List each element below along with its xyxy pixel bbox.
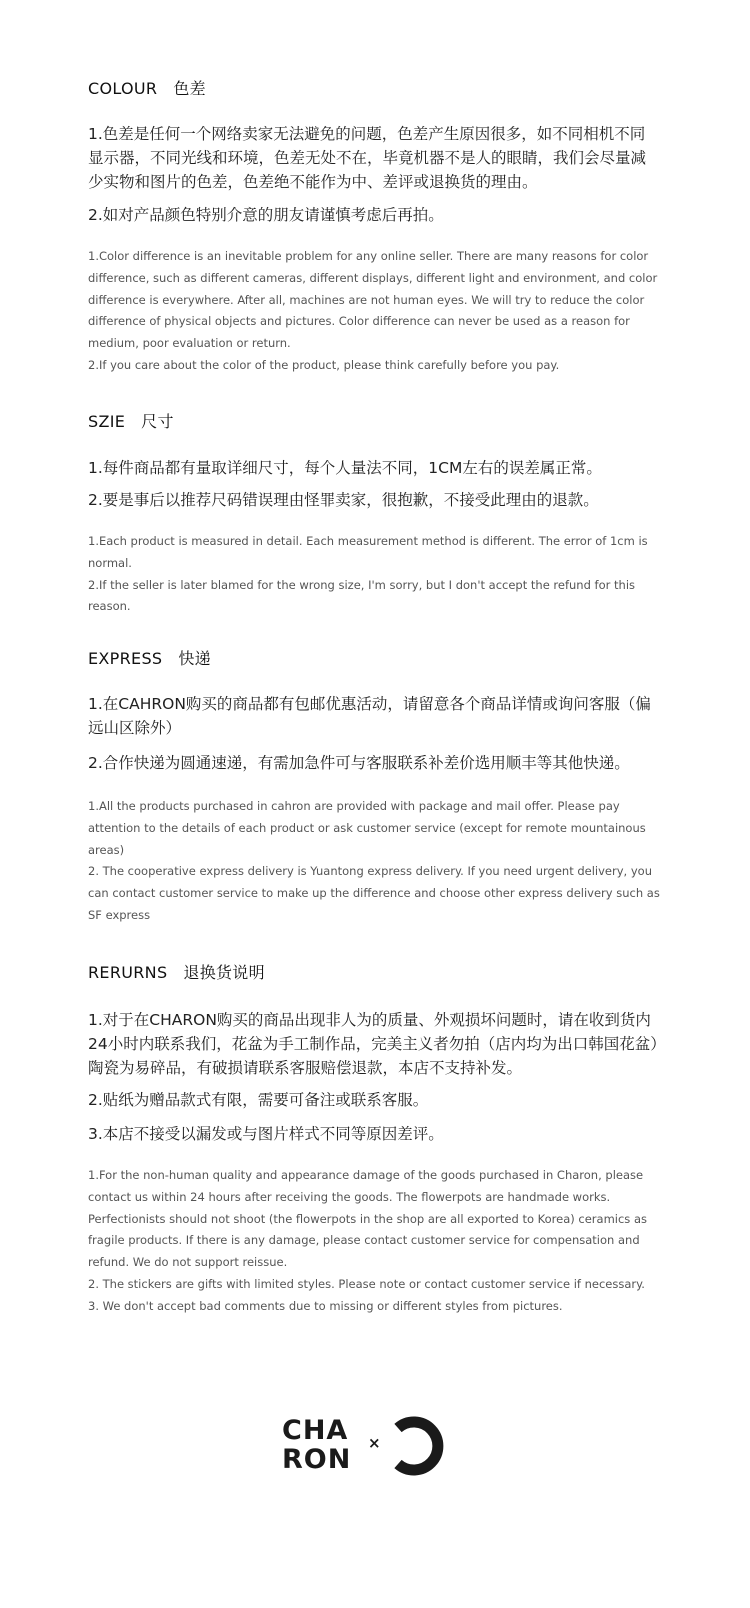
colour-title <box>88 79 206 99</box>
size-cn-1: 1.每件商品都有量取详细尺寸，每个人量法不同，1CM左右的误差属正常。 <box>88 459 602 477</box>
express-cn-1: 1.在CAHRON购买的商品都有包邮优惠活动，请留意各个商品详情或询问客服（偏远山区除外） <box>88 695 651 737</box>
size-title <box>88 412 174 432</box>
returns-title-en: RERURNS <box>88 963 168 982</box>
express-title <box>88 649 211 669</box>
colour-en-1: 1.Color difference is an inevitable problem for any online seller. There are many reasons for color difference, such as different cameras, different displays, different light and environment, and color difference is everywhere. After all, machines are not human eyes. We will try to reduce the color difference of physical objects and pictures. Color difference can never be used as a reason for medium, poor evaluation or return. <box>88 249 658 351</box>
express-title-en: EXPRESS <box>88 649 163 668</box>
size-en-block <box>88 531 660 618</box>
returns-title <box>88 963 265 983</box>
colour-title-cn: 色差 <box>173 79 206 98</box>
brand-logo <box>282 1412 448 1482</box>
colour-en-block <box>88 246 660 377</box>
returns-en-block <box>88 1165 660 1318</box>
c-logo-icon <box>392 1416 448 1476</box>
size-en-1: 1.Each product is measured in detail. Each measurement method is different. The error of 1cm is normal. <box>88 534 648 570</box>
size-cn-2: 2.要是事后以推荐尺码错误理由怪罪卖家，很抱歉，不接受此理由的退款。 <box>88 491 599 509</box>
returns-title-cn: 退换货说明 <box>183 963 265 982</box>
express-en-block <box>88 796 660 927</box>
colour-cn-2: 2.如对产品颜色特别介意的朋友请谨慎考虑后再拍。 <box>88 206 444 224</box>
brand-wordmark-line1: CHA <box>282 1415 349 1446</box>
size-title-en: SZIE <box>88 412 126 431</box>
returns-cn-3: 3.本店不接受以漏发或与图片样式不同等原因差评。 <box>88 1125 444 1143</box>
returns-cn-1: 1.对于在CHARON购买的商品出现非人为的质量、外观损坏问题时，请在收到货内24小时内联系我们，花盆为手工制作品，完美主义者勿拍（店内均为出口韩国花盆）陶瓷为易碎品，有破损请联系客服赔偿退款，本店不支持补发。 <box>88 1011 658 1077</box>
colour-title-en: COLOUR <box>88 79 158 98</box>
express-title-cn: 快递 <box>178 649 211 668</box>
returns-en-2: 2. The stickers are gifts with limited styles. Please note or contact customer service if necessary. <box>88 1276 645 1291</box>
express-en-2: 2. The cooperative express delivery is Yuantong express delivery. If you need urgent delivery, you can contact customer service to make up the difference and choose other express delivery such as SF express <box>88 864 660 922</box>
express-cn-2: 2.合作快递为圆通速递，有需加急件可与客服联系补差价选用顺丰等其他快递。 <box>88 754 630 772</box>
logo-separator: × <box>368 1434 381 1452</box>
express-en-1: 1.All the products purchased in cahron are provided with package and mail offer. Please pay attention to the details of each product or ask customer service (except for remote mountainous areas) <box>88 799 646 857</box>
brand-wordmark-line2: RON <box>282 1444 352 1475</box>
size-en-2: 2.If the seller is later blamed for the wrong size, I'm sorry, but I don't accept the refund for this reason. <box>88 577 636 614</box>
returns-cn-2: 2.贴纸为赠品款式有限，需要可备注或联系客服。 <box>88 1091 429 1109</box>
returns-en-3: 3. We don't accept bad comments due to missing or different styles from pictures. <box>88 1298 563 1313</box>
colour-cn-1: 1.色差是任何一个网络卖家无法避免的问题，色差产生原因很多，如不同相机不同显示器，不同光线和环境，色差无处不在，毕竟机器不是人的眼睛，我们会尽量减少实物和图片的色差，色差绝不能作为中、差评或退换货的理由。 <box>88 125 647 191</box>
colour-en-2: 2.If you care about the color of the product, please think carefully before you pay. <box>88 357 560 372</box>
brand-wordmark <box>282 1416 360 1474</box>
size-title-cn: 尺寸 <box>141 412 174 431</box>
returns-en-1: 1.For the non-human quality and appearance damage of the goods purchased in Charon, please contact us within 24 hours after receiving the goods. The flowerpots are handmade works. Perfectionists should not shoot (the flowerpots in the shop are all exported to Korea) ceramics as fragile products. If there is any damage, please contact customer service for compensation and refund. We do not support reissue. <box>88 1168 647 1270</box>
